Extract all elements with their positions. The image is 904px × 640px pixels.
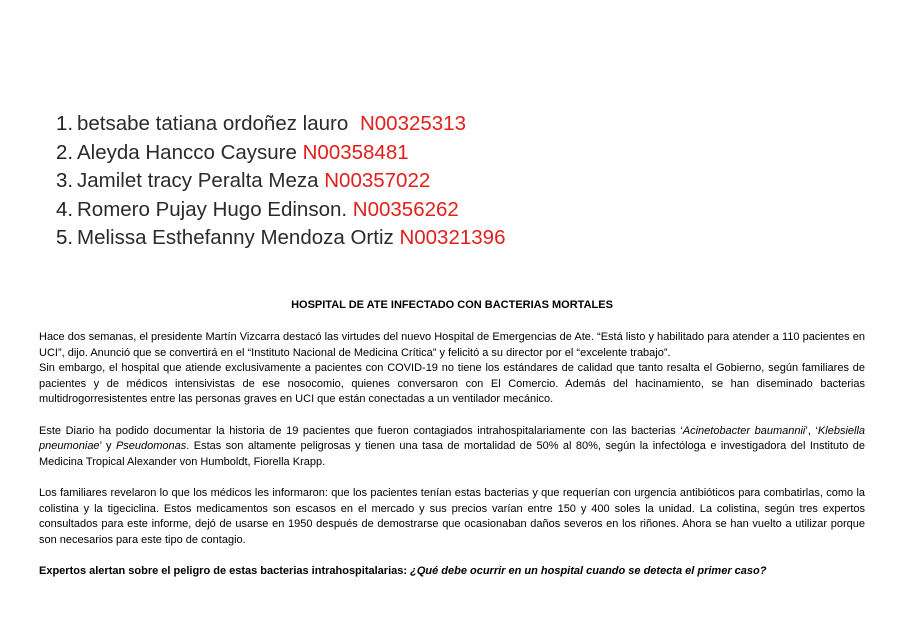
- article-title: HOSPITAL DE ATE INFECTADO CON BACTERIAS MORTALES: [291, 299, 613, 311]
- member-number: 4.: [56, 197, 74, 221]
- paragraph-text: ’ y: [99, 440, 116, 453]
- member-name: Aleyda Hancco Caysure: [77, 140, 297, 164]
- article-paragraph: Sin embargo, el hospital que atiende exclusivamente a pacientes con COVID-19 no tiene los estándares de calidad que tanto resalta el Gobierno, según familiares de pacientes y de médicos intensivistas de ese nosocomio, quienes conversaron con El Comercio. Además del hacinamiento, se han diseminado bacterias multidrogorresistentes entre las personas graves en UCI que están conectadas a un ventilador mecánico.: [39, 362, 865, 406]
- member-item: [56, 167, 876, 196]
- member-number: 2.: [56, 140, 74, 164]
- article-paragraph: Hace dos semanas, el presidente Martín Vizcarra destacó las virtudes del nuevo Hospital de Emergencias de Ate. “Está listo y habilitado para atender a 110 pacientes en UCI”, dijo. Anunció que se convertirá en el “Instituto Nacional de Medicina Crítica” y felicitó a su director por el “excelente trabajo”.: [39, 331, 865, 359]
- paragraph-text: . Estas son altamente peligrosas y tienen una tasa de mortalidad de 50% al 80%, según la infectóloga e investigadora del Instituto de Medicina Tropical Alexander von Humboldt, Fiorella Krapp.: [39, 440, 865, 468]
- bacteria-name: Klebsiella pneumoniae: [39, 424, 866, 453]
- member-item: [56, 224, 876, 253]
- closing-lead: Expertos alertan sobre el peligro de estas bacterias intrahospitalarias:: [39, 564, 408, 577]
- paragraph-text: ’, ‘: [805, 424, 818, 437]
- bacteria-name: Acinetobacter baumannii: [682, 424, 806, 437]
- member-list: [56, 110, 876, 253]
- article-paragraph: [39, 424, 865, 471]
- member-item: [56, 110, 876, 139]
- paragraph-text: Este Diario ha podido documentar la historia de 19 pacientes que fueron contagiados intrahospitalariamente con las bacterias ‘: [39, 424, 683, 437]
- member-name: betsabe tatiana ordoñez lauro: [77, 112, 349, 135]
- member-code: N00325313: [359, 112, 466, 135]
- member-name: Romero Pujay Hugo Edinson.: [77, 197, 348, 221]
- member-code: N00321396: [399, 226, 506, 250]
- member-name: Melissa Esthefanny Mendoza Ortiz: [77, 226, 394, 250]
- article-paragraph: Los familiares revelaron lo que los médicos les informaron: que los pacientes tenían estas bacterias y que requerían con urgencia antibióticos para combatirlas, como la colistina y la tigeciclina. Estos medicamentos son escasos en el mercado y sus precios varían entre 150 y 400 soles la unidad. La colistina, según tres expertos consultados para este informe, dejó de usarse en 1950 después de demostrarse que ocasionaban daños severos en los riñones. Ahora se han vuelto a utilizar porque son necesarios para este tipo de contagio.: [39, 486, 865, 546]
- member-number: 1.: [56, 112, 74, 135]
- closing-question: ¿Qué debe ocurrir en un hospital cuando se detecta el primer caso?: [410, 564, 767, 577]
- bacteria-name: Pseudomonas: [115, 440, 187, 453]
- member-number: 3.: [56, 169, 74, 193]
- article-closing: [39, 564, 865, 580]
- article: [39, 298, 865, 580]
- member-code: N00356262: [352, 197, 459, 221]
- member-item: [56, 139, 876, 168]
- member-item: [56, 196, 876, 225]
- member-code: N00358481: [302, 140, 409, 164]
- member-number: 5.: [56, 226, 74, 250]
- member-code: N00357022: [324, 169, 431, 193]
- member-name: Jamilet tracy Peralta Meza: [77, 169, 319, 193]
